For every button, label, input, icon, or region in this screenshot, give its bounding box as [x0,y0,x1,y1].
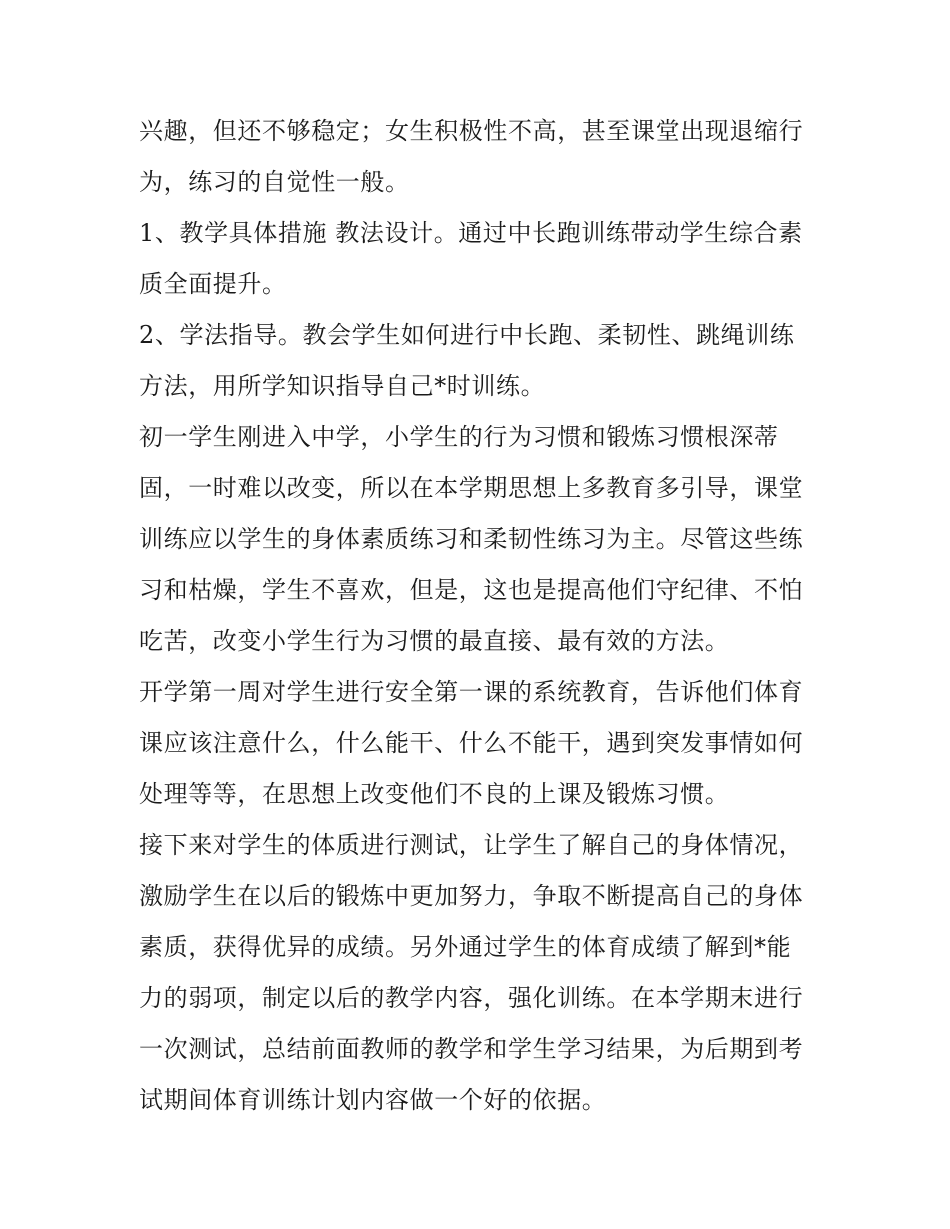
text-line: 试期间体育训练计划内容做一个好的依据。 [139,1086,607,1114]
text-line: 课应该注意什么，什么能干、什么不能干，遇到突发事情如何 [139,729,804,757]
text-line: 1、教学具体措施 教法设计。通过中长跑训练带动学生综合素 [139,219,803,247]
document-body [139,106,819,1126]
text-line: 开学第一周对学生进行安全第一课的系统教育，告诉他们体育 [139,678,804,706]
text-line: 质全面提升。 [139,270,287,298]
text-line: 初一学生刚进入中学，小学生的行为习惯和锻炼习惯根深蒂 [139,423,779,451]
text-line: 处理等等，在思想上改变他们不良的上课及锻炼习惯。 [139,780,730,808]
text-line: 接下来对学生的体质进行测试，让学生了解自己的身体情况， [139,831,804,859]
text-line: 为，练习的自觉性一般。 [139,168,410,196]
text-line: 方法，用所学知识指导自己*时训练。 [139,372,546,400]
text-line: 一次测试，总结前面教师的教学和学生学习结果，为后期到考 [139,1035,804,1063]
text-line: 兴趣，但还不够稳定；女生积极性不高，甚至课堂出现退缩行 [139,117,804,145]
text-line: 训练应以学生的身体素质练习和柔韧性练习为主。尽管这些练 [139,525,804,553]
text-line: 固，一时难以改变，所以在本学期思想上多教育多引导，课堂 [139,474,804,502]
text-line: 素质，获得优异的成绩。另外通过学生的体育成绩了解到*能 [139,933,792,961]
text-line: 吃苦，改变小学生行为习惯的最直接、最有效的方法。 [139,627,730,655]
text-line: 激励学生在以后的锻炼中更加努力，争取不断提高自己的身体 [139,882,804,910]
text-line: 力的弱项，制定以后的教学内容，强化训练。在本学期末进行 [139,984,804,1012]
text-line: 习和枯燥，学生不喜欢，但是，这也是提高他们守纪律、不怕 [139,576,804,604]
text-line: 2、学法指导。教会学生如何进行中长跑、柔韧性、跳绳训练 [139,321,795,349]
